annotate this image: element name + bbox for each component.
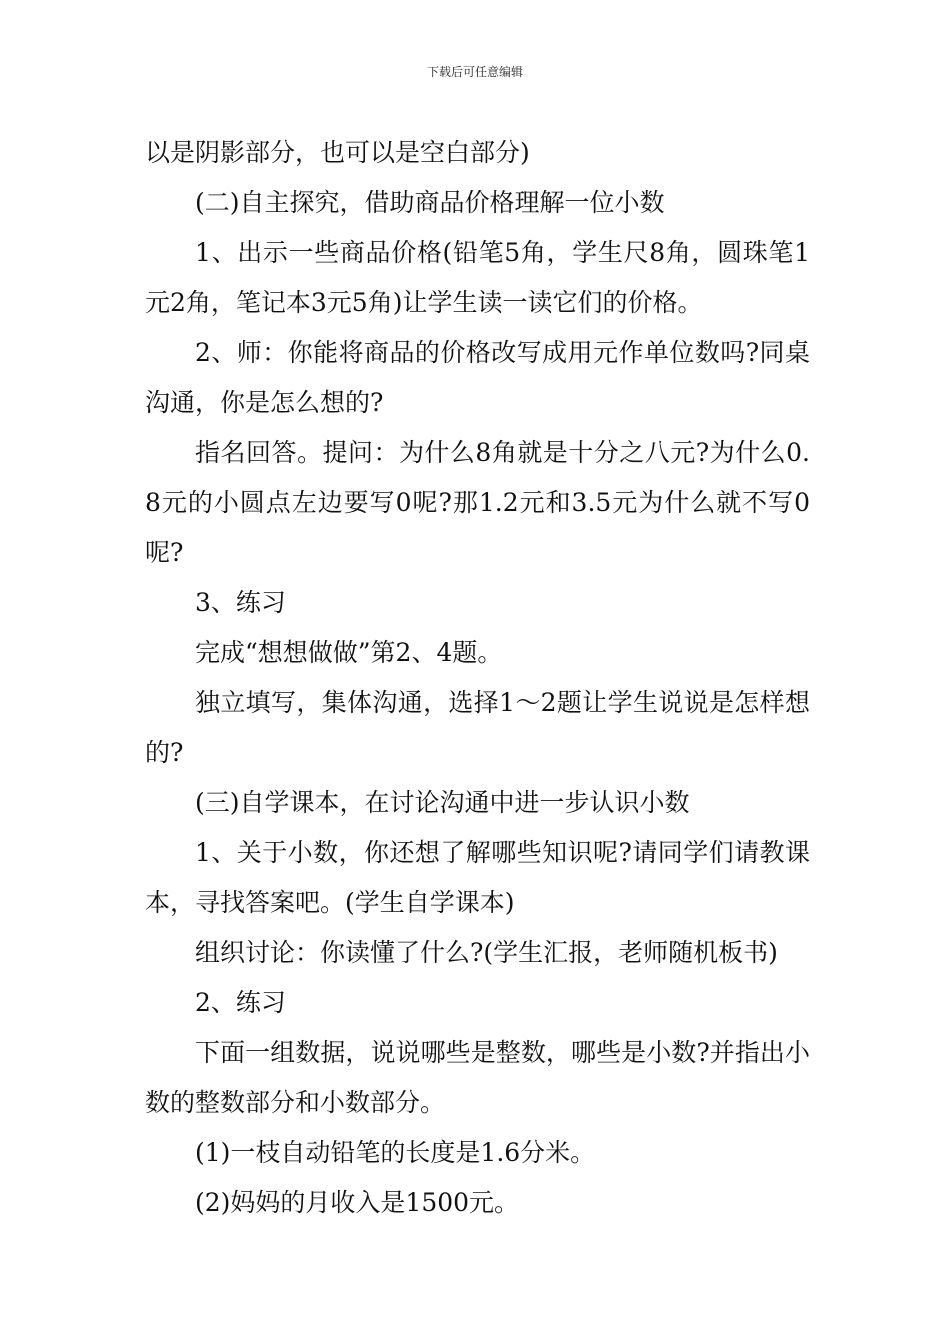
section-heading-3: (三)自学课本，在讨论沟通中进一步认识小数: [195, 788, 690, 817]
paragraph-5: 指名回答。提问：为什么8角就是十分之八元?为什么0.8元的小圆点左边要写0呢?那1.2元和3.5元为什么就不写0呢?: [145, 438, 810, 567]
paragraph-10: 1、关于小数，你还想了解哪些知识呢?请同学们请教课本，寻找答案吧。(学生自学课本): [145, 838, 810, 917]
paragraph-13: 下面一组数据，说说哪些是整数，哪些是小数?并指出小数的整数部分和小数部分。: [145, 1038, 810, 1117]
paragraph-14: (1)一枝自动铅笔的长度是1.6分米。: [195, 1138, 596, 1167]
paragraph-12: 2、练习: [195, 988, 286, 1017]
page-header: 下载后可任意编辑: [426, 65, 523, 79]
paragraph-15: (2)妈妈的月收入是1500元。: [195, 1188, 520, 1217]
paragraph-3: 1、出示一些商品价格(铅笔5角，学生尺8角，圆珠笔1元2角，笔记本3元5角)让学生读一读它们的价格。: [145, 238, 810, 317]
paragraph-4: 2、师：你能将商品的价格改写成用元作单位数吗?同桌沟通，你是怎么想的?: [145, 338, 810, 417]
paragraph-8: 独立填写，集体沟通，选择1～2题让学生说说是怎样想的?: [145, 688, 810, 767]
paragraph-6: 3、练习: [195, 588, 286, 617]
paragraph-7: 完成“想想做做”第2、4题。: [195, 638, 503, 667]
paragraph-11: 组织讨论：你读懂了什么?(学生汇报，老师随机板书): [195, 938, 778, 967]
document-body: [145, 128, 810, 1228]
paragraph-1: 以是阴影部分，也可以是空白部分): [145, 138, 530, 167]
section-heading-2: (二)自主探究，借助商品价格理解一位小数: [195, 188, 665, 217]
